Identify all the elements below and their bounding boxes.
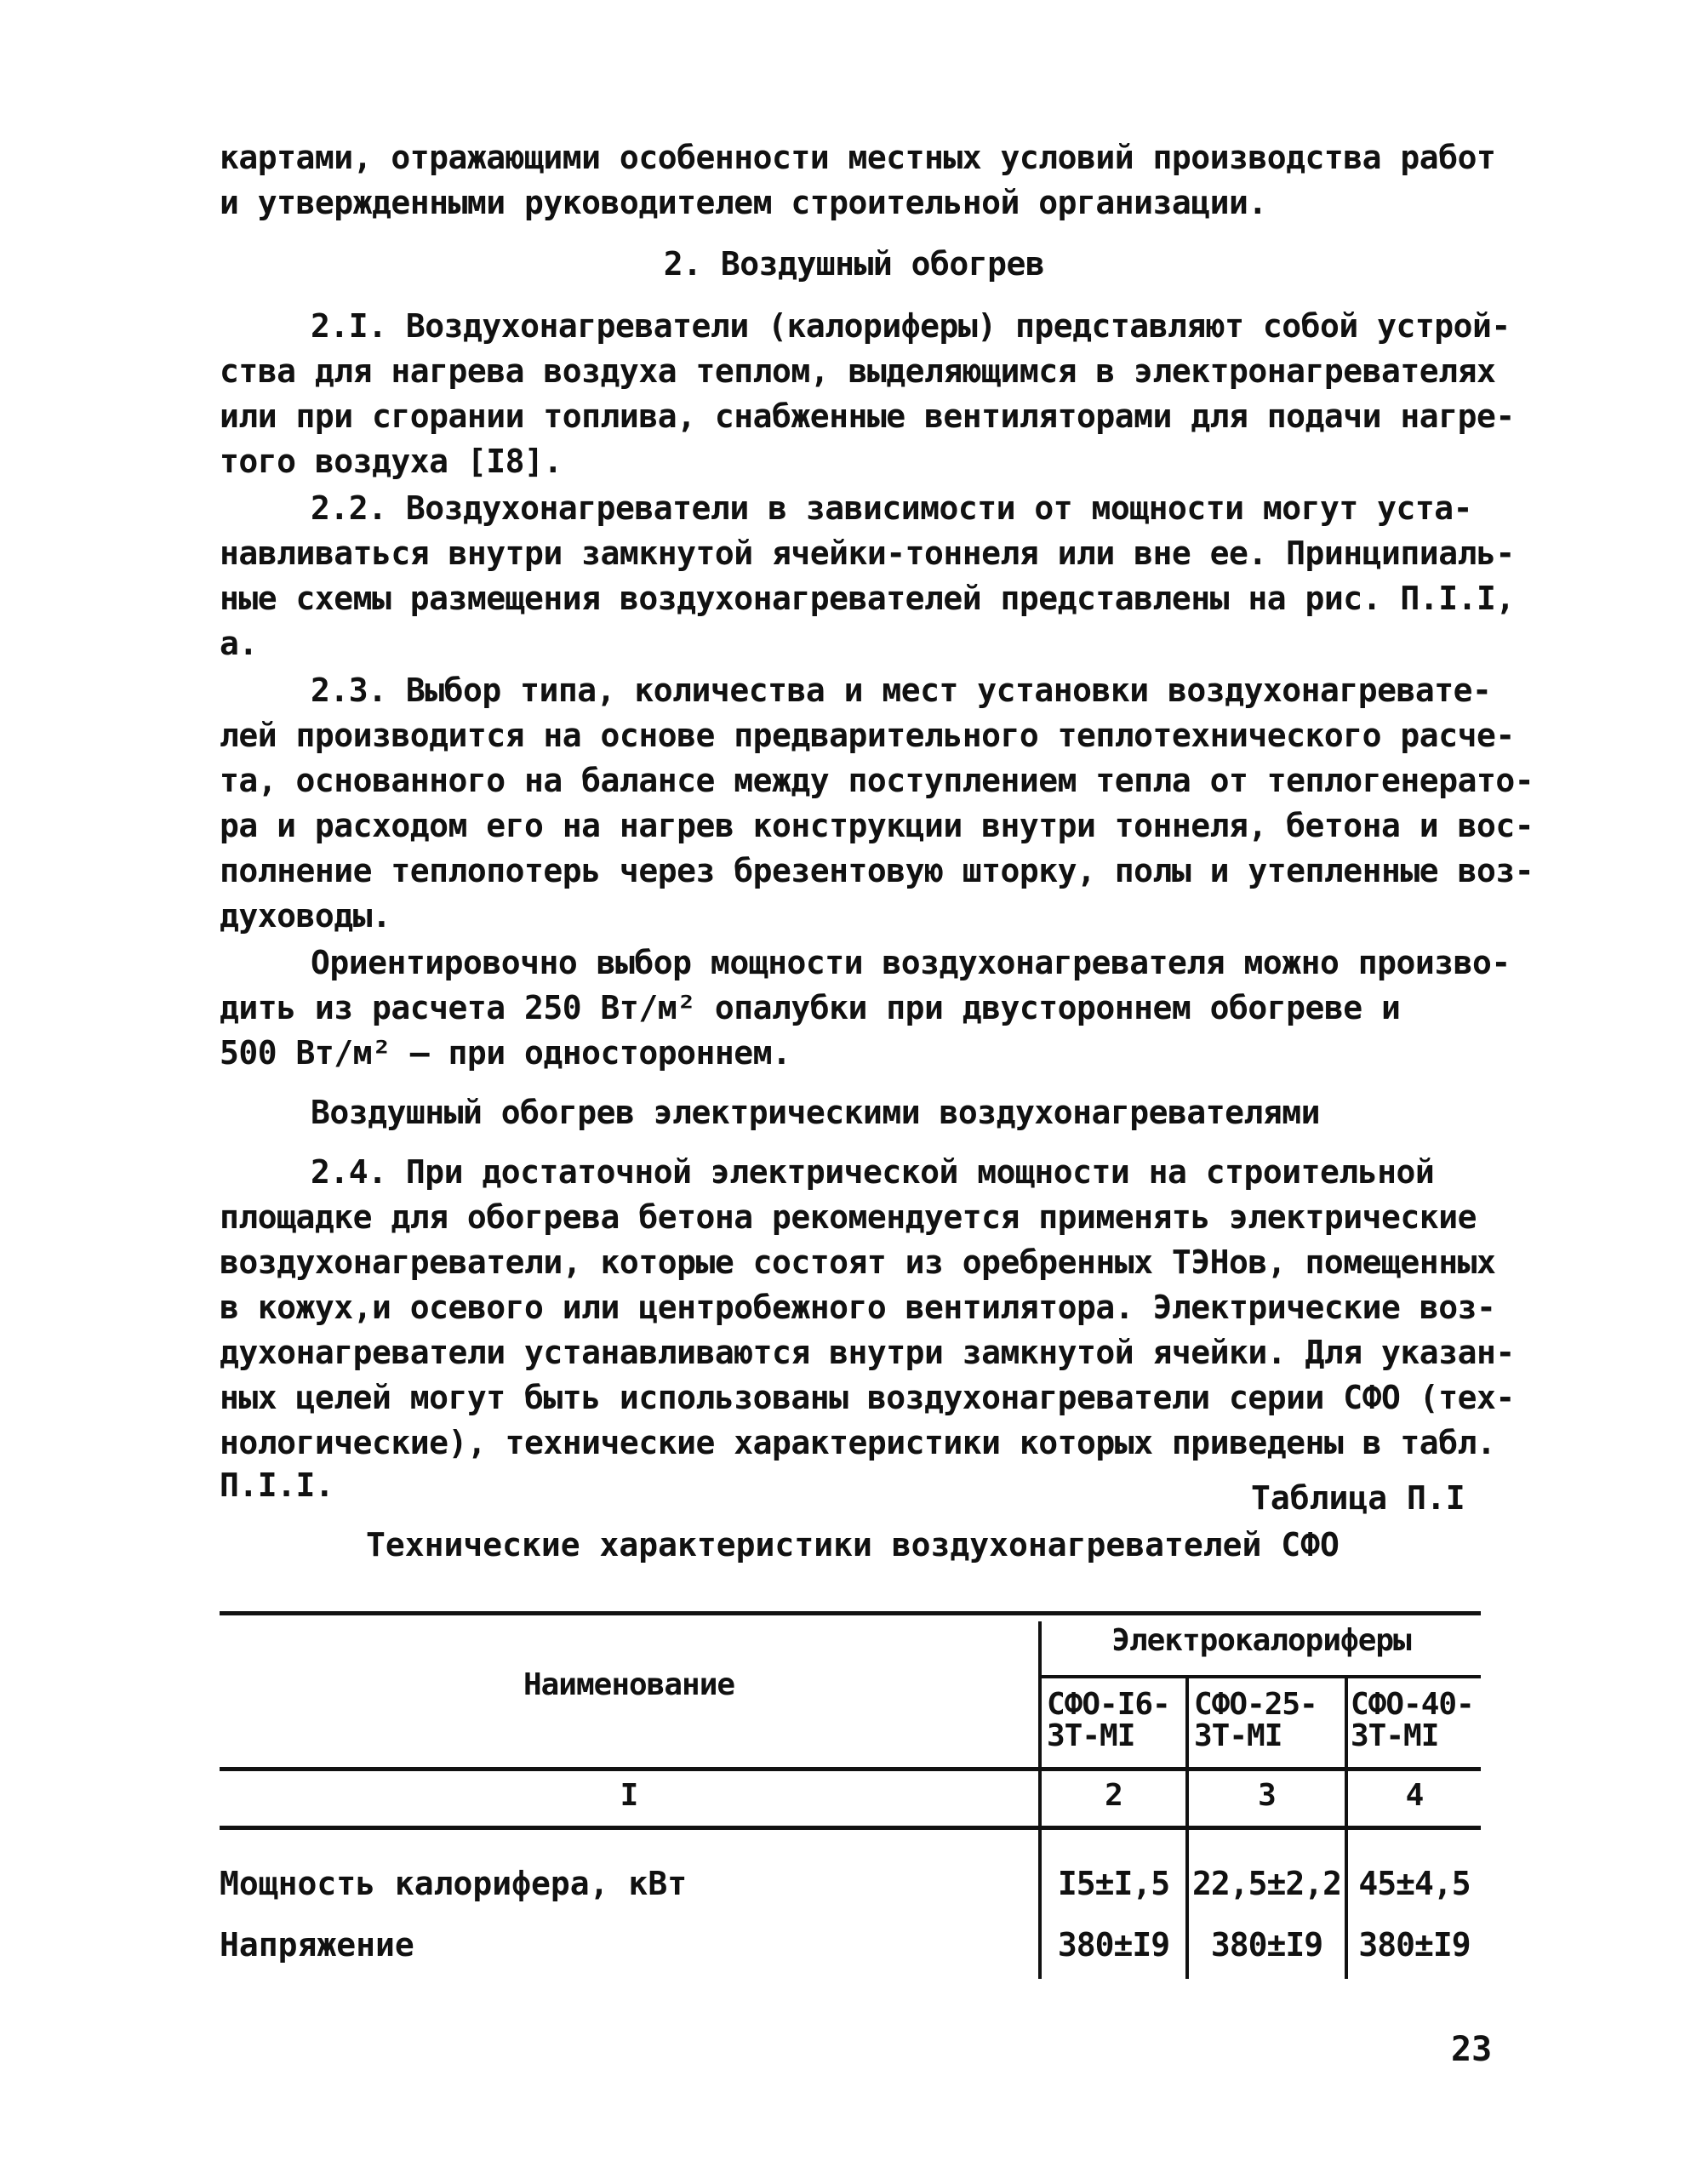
table-caption: Технические характеристики воздухонагревателей СФО <box>366 1526 1340 1564</box>
table-header-rule <box>220 1767 1481 1771</box>
model-name-2a: СФО-25- <box>1194 1687 1317 1722</box>
model-name-1b: 3Т-МI <box>1047 1718 1135 1753</box>
table-label: Таблица П.I <box>1251 1479 1465 1517</box>
paragraph-line: а. <box>220 625 258 662</box>
paragraph-line: 2.3. Выбор типа, количества и мест установки воздухонагревате- <box>311 672 1492 709</box>
table-top-rule <box>220 1611 1481 1615</box>
table-cell: 45±4,5 <box>1358 1865 1471 1902</box>
table-header-name: Наименование <box>523 1667 735 1702</box>
model-name-1a: СФО-I6- <box>1047 1687 1170 1722</box>
table-group-rule <box>1040 1675 1481 1678</box>
page-number: 23 <box>1451 2030 1493 2069</box>
model-name-3a: СФО-40- <box>1351 1687 1474 1722</box>
paragraph-line: духонагреватели устанавливаются внутри замкнутой ячейки. Для указан- <box>220 1334 1515 1371</box>
paragraph-line: 500 Вт/м² – при одностороннем. <box>220 1034 791 1072</box>
paragraph-line: Ориентировочно выбор мощности воздухонагревателя можно произво- <box>311 944 1511 981</box>
paragraph-line: нологические), технические характеристики которых приведены в табл. <box>220 1424 1496 1461</box>
paragraph-line: ных целей могут быть использованы воздухонагреватели серии СФО (тех- <box>220 1379 1515 1416</box>
table-row-label: Напряжение <box>220 1926 414 1964</box>
section-title: 2. Воздушный обогрев <box>663 245 1045 283</box>
paragraph-line: полнение теплопотерь через брезентовую шторку, полы и утепленные воз- <box>220 852 1534 889</box>
table-cell: 380±I9 <box>1358 1926 1471 1964</box>
table-header-group: Электрокалориферы <box>1111 1623 1411 1658</box>
paragraph-line: дить из расчета 250 Вт/м² опалубки при двустороннем обогреве и <box>220 989 1401 1026</box>
paragraph-line: в кожух,и осевого или центробежного вентилятора. Электрические воз- <box>220 1289 1496 1326</box>
paragraph-line: П.I.I. <box>220 1466 334 1504</box>
paragraph-line: ра и расходом его на нагрев конструкции внутри тоннеля, бетона и вос- <box>220 807 1534 844</box>
paragraph-line: лей производится на основе предварительного теплотехнического расче- <box>220 717 1515 754</box>
paragraph-line: духоводы. <box>220 897 391 935</box>
table-cell: 380±I9 <box>1057 1926 1170 1964</box>
table-number-rule <box>220 1826 1481 1830</box>
paragraph-line: 2.2. Воздухонагреватели в зависимости от мощности могут уста- <box>311 489 1473 527</box>
text-line: и утвержденными руководителем строительной организации. <box>220 184 1267 221</box>
column-number: 4 <box>1405 1778 1424 1813</box>
paragraph-line: навливаться внутри замкнутой ячейки-тоннеля или вне ее. Принципиаль- <box>220 535 1515 572</box>
table-row-label: Мощность калорифера, кВт <box>220 1865 688 1902</box>
paragraph-line: ства для нагрева воздуха теплом, выделяющимся в электронагревателях <box>220 352 1496 390</box>
table-cell: 380±I9 <box>1210 1926 1323 1964</box>
subsection-title: Воздушный обогрев электрическими воздухонагревателями <box>311 1094 1321 1131</box>
table-cell: 22,5±2,2 <box>1191 1865 1342 1902</box>
paragraph-line: та, основанного на балансе между поступлением тепла от теплогенерато- <box>220 762 1534 799</box>
column-number: 2 <box>1105 1778 1122 1813</box>
model-name-3b: 3Т-МI <box>1351 1718 1439 1753</box>
table-cell: I5±I,5 <box>1057 1865 1170 1902</box>
paragraph-line: 2.4. При достаточной электрической мощности на строительной <box>311 1153 1435 1191</box>
paragraph-line: площадке для обогрева бетона рекомендуется применять электрические <box>220 1198 1477 1236</box>
paragraph-line: ные схемы размещения воздухонагревателей представлены на рис. П.I.I, <box>220 580 1515 617</box>
paragraph-line: того воздуха [I8]. <box>220 443 563 480</box>
paragraph-line: воздухонагреватели, которые состоят из оребренных ТЭНов, помещенных <box>220 1243 1496 1281</box>
model-name-2b: 3Т-МI <box>1194 1718 1282 1753</box>
paragraph-line: или при сгорании топлива, снабженные вентиляторами для подачи нагре- <box>220 397 1515 435</box>
text-line: картами, отражающими особенности местных условий производства работ <box>220 139 1496 176</box>
paragraph-line: 2.I. Воздухонагреватели (калориферы) представляют собой устрой- <box>311 307 1511 345</box>
column-number: I <box>620 1778 638 1813</box>
column-number: 3 <box>1258 1778 1276 1813</box>
